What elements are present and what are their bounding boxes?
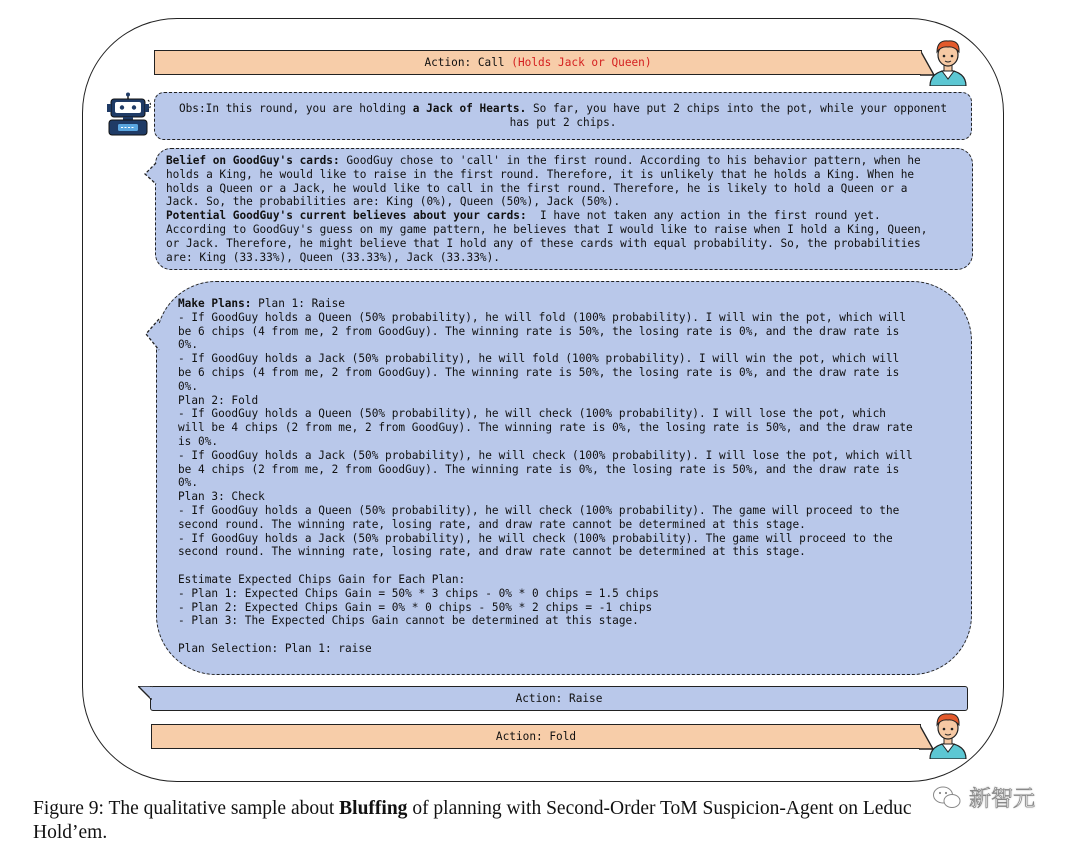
- plans-line-11: - If GoodGuy holds a Jack (50% probability), he will check (100% probability). I will lose the pot, which will: [178, 448, 913, 462]
- plans-line-9: will be 4 chips (2 from me, 2 from GoodGuy). The winning rate is 0%, the losing rate is 50%, and the draw rate: [178, 421, 913, 435]
- plans-line-13: 0%.: [178, 476, 199, 490]
- opponent-action-call-bubble: [154, 50, 922, 75]
- plans-line-6: 0%.: [178, 379, 199, 393]
- agent-action-label: Action: Raise: [515, 692, 603, 705]
- plans-line-0: Make Plans: Plan 1: Raise: [178, 297, 345, 310]
- person-avatar-icon: [926, 38, 970, 86]
- opponent-action-fold-bubble: [151, 724, 921, 749]
- plans-line-12: be 4 chips (2 from me, 2 from GoodGuy). The winning rate is 0%, the losing rate is 50%, and the draw rate is: [178, 462, 900, 476]
- belief-line-1: Belief on GoodGuy's cards: GoodGuy chose to 'call' in the first round. According to his behavior pattern, when he: [166, 154, 921, 167]
- observation-bubble: [154, 92, 972, 140]
- belief-line-8: are: King (33.33%), Queen (33.33%), Jack (33.33%).: [166, 250, 500, 264]
- plans-line-14: Plan 3: Check: [178, 490, 265, 504]
- plans-heading: Make Plans:: [178, 297, 252, 310]
- opponent-action-label: Action: Call: [424, 56, 505, 69]
- agent-bubble-tail: [138, 686, 152, 700]
- plans-line-18: second round. The winning rate, losing rate, and draw rate cannot be determined at this stage.: [178, 545, 806, 559]
- observation-card: a Jack of Hearts.: [412, 102, 527, 115]
- observation-line-2: has put 2 chips.: [509, 115, 617, 129]
- belief-heading-second-order: Potential GoodGuy's current believes about your cards:: [166, 209, 527, 223]
- watermark: [932, 782, 1080, 816]
- belief-line-3: holds a Queen or a Jack, he would like to call in the first round. Therefore, he is likely to hold a Queen or a: [166, 181, 908, 195]
- plans-line-16: second round. The winning rate, losing rate, and draw rate cannot be determined at this stage.: [178, 517, 806, 531]
- plans-line-19: Estimate Expected Chips Gain for Each Plan:: [178, 572, 466, 586]
- plans-line-10: is 0%.: [178, 434, 219, 448]
- robot-avatar-icon: [105, 92, 151, 136]
- observation-line-1: Obs:In this round, you are holding a Jack of Hearts. So far, you have put 2 chips into the pot, while your opponent: [178, 102, 948, 115]
- person-avatar-icon-2: [926, 711, 970, 759]
- plans-line-8: - If GoodGuy holds a Queen (50% probability), he will check (100% probability). I will lose the pot, which: [178, 407, 886, 421]
- belief-line-4: Jack. So, the probabilities are: King (0%), Queen (50%), Jack (50%).: [166, 195, 621, 209]
- plans-line-21: - Plan 2: Expected Chips Gain = 0% * 0 chips - 50% * 2 chips = -1 chips: [178, 600, 653, 614]
- plans-line-2: be 6 chips (4 from me, 2 from GoodGuy). The winning rate is 50%, the losing rate is 0%, and the draw rate is: [178, 324, 900, 338]
- plans-line-5: be 6 chips (4 from me, 2 from GoodGuy). The winning rate is 50%, the losing rate is 0%, and the draw rate is: [178, 365, 900, 379]
- caption-keyword: Bluffing: [339, 798, 408, 819]
- plans-line-20: - Plan 1: Expected Chips Gain = 50% * 3 chips - 0% * 0 chips = 1.5 chips: [178, 586, 659, 600]
- belief-line-7: or Jack. Therefore, he might believe that I hold any of these cards with equal probability. So, the probabilities: [166, 236, 921, 250]
- belief-line-6: According to GoodGuy's guess on my game pattern, he believes that I would like to raise when I hold a King, Queen,: [166, 222, 928, 236]
- plans-line-15: - If GoodGuy holds a Queen (50% probability), he will check (100% probability). The game will proceed to the: [178, 503, 900, 517]
- opponent-action-fold-label: Action: Fold: [495, 730, 577, 743]
- plans-spacer-1: [178, 559, 971, 573]
- plans-line-22: - Plan 3: The Expected Chips Gain cannot be determined at this stage.: [178, 614, 639, 628]
- watermark-text: 新智元: [969, 787, 1036, 812]
- plans-spacer-2: [178, 628, 971, 642]
- opponent-action-note: (Holds Jack or Queen): [511, 56, 652, 69]
- plans-line-7: Plan 2: Fold: [178, 393, 259, 407]
- belief-line-5: Potential GoodGuy's current believes about your cards: I have not taken any action in the first round yet.: [166, 209, 881, 223]
- agent-action-raise-bubble: [150, 686, 968, 711]
- belief-line-2: holds a King, he would like to raise in the first round. Therefore, it is unlikely that he holds a King. When he: [166, 167, 915, 181]
- plans-bubble: [156, 281, 972, 675]
- plans-line-17: - If GoodGuy holds a Jack (50% probability), he will check (100% probability). The game will proceed to the: [178, 531, 893, 545]
- plans-line-23: Plan Selection: Plan 1: raise: [178, 641, 372, 655]
- belief-heading-cards: Belief on GoodGuy's cards:: [166, 154, 340, 167]
- wechat-logo-icon: [932, 785, 962, 811]
- plans-bubble-tail: [145, 318, 161, 352]
- plans-line-1: - If GoodGuy holds a Queen (50% probability), he will fold (100% probability). I will win the pot, which will: [178, 310, 907, 324]
- figure-caption: Figure 9: The qualitative sample about Bluffing of planning with Second-Order ToM Suspicion-Agent on Leduc Hold’em.: [33, 798, 912, 843]
- plans-line-4: - If GoodGuy holds a Jack (50% probability), he will fold (100% probability). I will win the pot, which will: [178, 352, 900, 366]
- belief-bubble: [155, 148, 973, 270]
- plans-line-3: 0%.: [178, 338, 199, 352]
- belief-bubble-tail: [144, 162, 158, 186]
